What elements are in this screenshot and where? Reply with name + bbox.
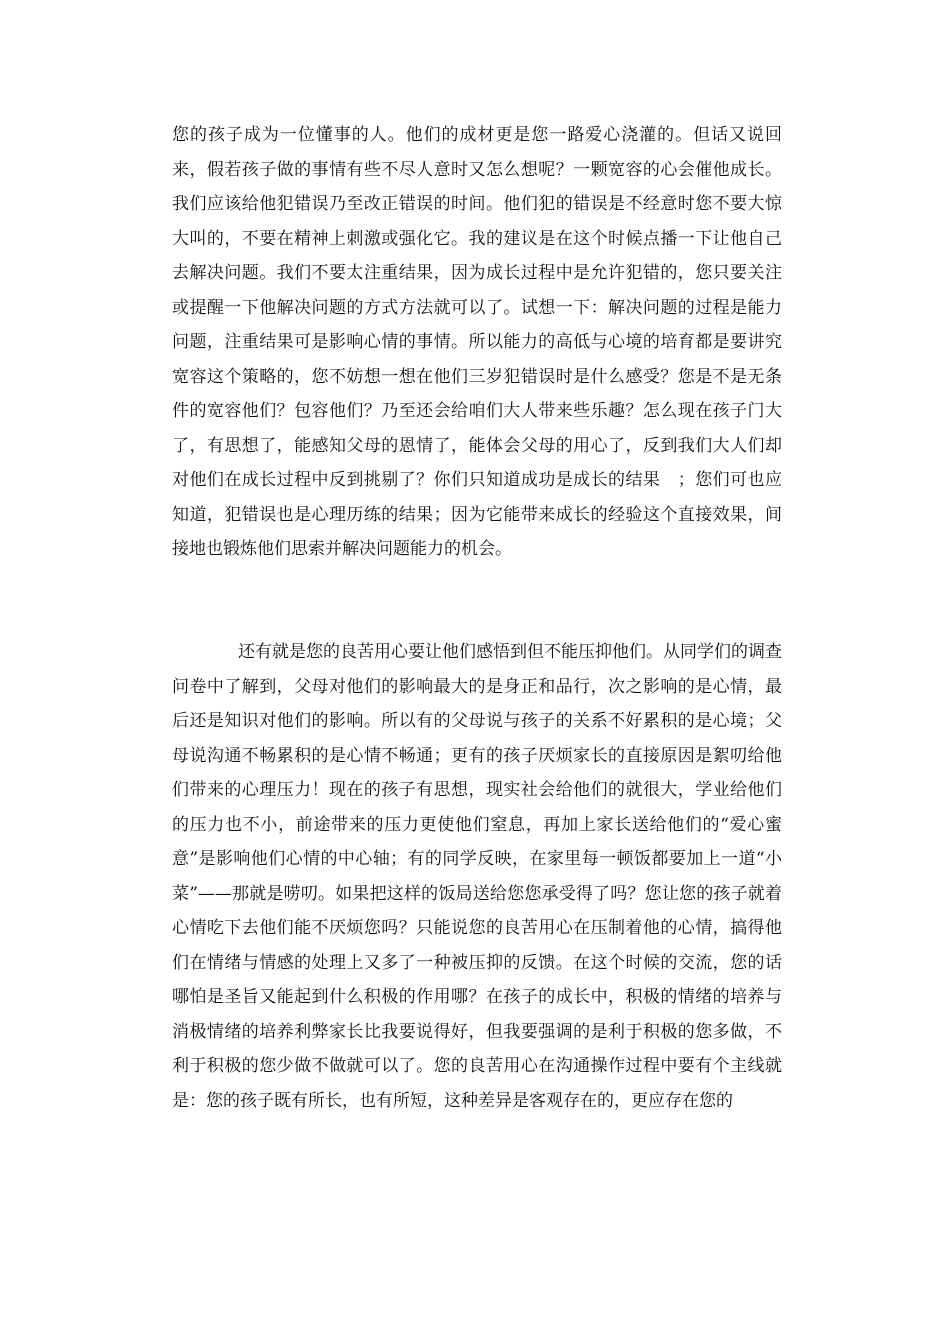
paragraph-1: 您的孩子成为一位懂事的人。他们的成材更是您一路爱心浇灌的。但话又说回来，假若孩子做的事情有些不尽人意时又怎么想呢？一颗宽容的心会催他成长。我们应该给他犯错误乃至改正错误的时间。他们犯的错误是不经意时您不要大惊大叫的，不要在精神上刺激或强化它。我的建议是在这个时候点播一下让他自己去解决问题。我们不要太注重结果，因为成长过程中是允许犯错的，您只要关注或提醒一下他解决问题的方式方法就可以了。试想一下：解决问题的过程是能力问题，注重结果可是影响心情的事情。所以能力的高低与心境的培育都是要讲究宽容这个策略的，您不妨想一想在他们三岁犯错误时是什么感受？您是不是无条件的宽容他们？包容他们？乃至还会给咱们大人带来些乐趣？怎么现在孩子门大了，有思想了，能感知父母的恩情了，能体会父母的用心了，反到我们大人们却对他们在成长过程中反到挑剔了？你们只知道成功是成长的结果 ；您们可也应知道，犯错误也是心理历练的结果；因为它能带来成长的经验这个直接效果，间接地也锻炼他们思索并解决问题能力的机会。 bbox=[172, 125, 782, 559]
paragraph-1-block bbox=[172, 118, 782, 567]
paragraph-2-block bbox=[172, 635, 782, 1118]
paragraph-2: 还有就是您的良苦用心要让他们感悟到但不能压抑他们。从同学们的调查问卷中了解到，父母对他们的影响最大的是身正和品行，次之影响的是心情，最后还是知识对他们的影响。所以有的父母说与孩子的关系不好累积的是心境；父母说沟通不畅累积的是心情不畅通；更有的孩子厌烦家长的直接原因是絮叨给他们带来的心理压力！现在的孩子有思想，现实社会给他们的就很大，学业给他们的压力也不小，前途带来的压力更使他们窒息，再加上家长送给他们的“爱心蜜意”是影响他们心情的中心轴；有的同学反映，在家里每一顿饭都要加上一道“小菜”——那就是唠叨。如果把这样的饭局送给您您承受得了吗？您让您的孩子就着心情吃下去他们能不厌烦您吗？只能说您的良苦用心在压制着他的心情，搞得他们在情绪与情感的处理上又多了一种被压抑的反馈。在这个时候的交流，您的话哪怕是圣旨又能起到什么积极的作用哪？在孩子的成长中，积极的情绪的培养与消极情绪的培养利弊家长比我要说得好，但我要强调的是利于积极的您多做，不利于积极的您少做不做就可以了。您的良苦用心在沟通操作过程中要有个主线就是：您的孩子既有所长，也有所短，这种差异是客观存在的，更应存在您的 bbox=[172, 642, 782, 1111]
